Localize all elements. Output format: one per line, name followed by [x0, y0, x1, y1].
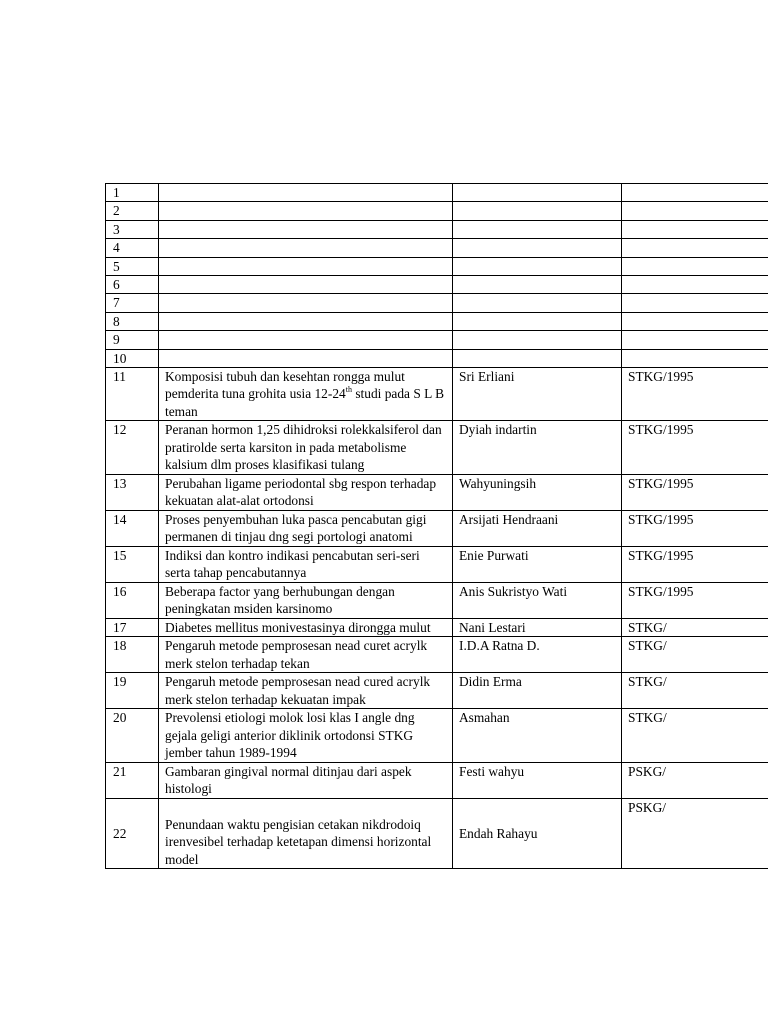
- author-cell: [453, 331, 622, 349]
- table-row: [106, 184, 768, 202]
- row-number: 3: [106, 220, 159, 238]
- code-cell: STKG/: [622, 709, 768, 763]
- author-cell: Wahyuningsih: [453, 474, 622, 510]
- code-cell: PSKG/: [622, 762, 768, 798]
- row-number: 6: [106, 275, 159, 293]
- title-text: Komposisi tubuh dan kesehtan rongga mulut pemderita tuna grohita usia 12-24: [165, 368, 405, 402]
- table-row: [106, 510, 768, 546]
- table-row: [106, 239, 768, 257]
- title-cell: [159, 331, 453, 349]
- table-row: [106, 546, 768, 582]
- title-cell: [159, 184, 453, 202]
- title-cell: Diabetes mellitus monivestasinya dirongga mulut: [159, 618, 453, 637]
- code-cell: STKG/1995: [622, 474, 768, 510]
- row-number: 14: [106, 510, 159, 546]
- code-cell: STKG/: [622, 637, 768, 673]
- title-cell: Indiksi dan kontro indikasi pencabutan seri-seri serta tahap pencabutannya: [159, 546, 453, 582]
- title-cell: Proses penyembuhan luka pasca pencabutan gigi permanen di tinjau dng segi portologi anatomi: [159, 510, 453, 546]
- author-cell: I.D.A Ratna D.: [453, 637, 622, 673]
- code-cell: [622, 294, 768, 312]
- author-cell: [453, 294, 622, 312]
- author-cell: [453, 220, 622, 238]
- title-cell: Pengaruh metode pemprosesan nead curet acrylk merk stelon terhadap tekan: [159, 637, 453, 673]
- author-cell: Festi wahyu: [453, 762, 622, 798]
- author-cell: [453, 275, 622, 293]
- row-number: 9: [106, 331, 159, 349]
- title-cell: [159, 798, 453, 869]
- row-number: 10: [106, 349, 159, 367]
- author-cell: [453, 239, 622, 257]
- title-cell: [159, 294, 453, 312]
- code-cell: [622, 220, 768, 238]
- table-row: [106, 331, 768, 349]
- title-text: Penundaan waktu pengisian cetakan nikdrodoiq irenvesibel terhadap ketetapan dimensi horizontal model: [165, 816, 432, 867]
- row-number: 5: [106, 257, 159, 275]
- row-number: 22: [106, 798, 159, 869]
- catalog-table: [105, 183, 768, 869]
- table-row: [106, 294, 768, 312]
- row-number: 7: [106, 294, 159, 312]
- title-cell: [159, 257, 453, 275]
- table-row: [106, 202, 768, 220]
- code-cell: [622, 239, 768, 257]
- author-cell: Enie Purwati: [453, 546, 622, 582]
- row-number: 16: [106, 582, 159, 618]
- table-row: [106, 637, 768, 673]
- table-row: [106, 582, 768, 618]
- row-number: 15: [106, 546, 159, 582]
- row-number: 17: [106, 618, 159, 637]
- row-number: 19: [106, 673, 159, 709]
- title-cell: [159, 202, 453, 220]
- row-number: 20: [106, 709, 159, 763]
- row-number: 13: [106, 474, 159, 510]
- table-row: [106, 257, 768, 275]
- code-cell: STKG/1995: [622, 510, 768, 546]
- author-cell: [453, 349, 622, 367]
- table-row: [106, 673, 768, 709]
- code-cell: [622, 184, 768, 202]
- code-cell: PSKG/: [622, 798, 768, 869]
- title-text-continued: studi pada S L B teman: [165, 386, 445, 419]
- author-cell: Arsijati Hendraani: [453, 510, 622, 546]
- row-number: 1: [106, 184, 159, 202]
- row-number: 11: [106, 367, 159, 421]
- author-cell: [453, 202, 622, 220]
- table-row: [106, 709, 768, 763]
- title-cell: Beberapa factor yang berhubungan dengan peningkatan msiden karsinomo: [159, 582, 453, 618]
- code-cell: STKG/1995: [622, 546, 768, 582]
- code-cell: STKG/1995: [622, 367, 768, 421]
- title-cell: Pengaruh metode pemprosesan nead cured acrylk merk stelon terhadap kekuatan impak: [159, 673, 453, 709]
- table-row: [106, 220, 768, 238]
- title-cell: Perubahan ligame periodontal sbg respon terhadap kekuatan alat-alat ortodonsi: [159, 474, 453, 510]
- title-cell: [159, 220, 453, 238]
- row-number: 21: [106, 762, 159, 798]
- code-cell: [622, 275, 768, 293]
- title-cell: [159, 367, 453, 421]
- author-cell: Sri Erliani: [453, 367, 622, 421]
- code-cell: STKG/1995: [622, 582, 768, 618]
- author-cell: Anis Sukristyo Wati: [453, 582, 622, 618]
- row-number: 12: [106, 421, 159, 475]
- title-cell: Prevolensi etiologi molok losi klas I angle dng gejala geligi anterior diklinik ortodonsi STKG jember tahun 1989-1994: [159, 709, 453, 763]
- row-number: 8: [106, 312, 159, 330]
- table-row: [106, 421, 768, 475]
- code-cell: [622, 349, 768, 367]
- author-cell: [453, 184, 622, 202]
- author-cell: [453, 312, 622, 330]
- author-cell: Dyiah indartin: [453, 421, 622, 475]
- table-row: [106, 312, 768, 330]
- author-cell: Didin Erma: [453, 673, 622, 709]
- title-cell: [159, 275, 453, 293]
- code-cell: STKG/: [622, 673, 768, 709]
- title-superscript: th: [345, 384, 352, 394]
- code-cell: [622, 331, 768, 349]
- code-cell: STKG/1995: [622, 421, 768, 475]
- title-cell: Gambaran gingival normal ditinjau dari aspek histologi: [159, 762, 453, 798]
- title-cell: Peranan hormon 1,25 dihidroksi rolekkalsiferol dan pratirolde serta karsiton in pada metabolisme kalsium dlm proses klasifikasi tulang: [159, 421, 453, 475]
- table-row: [106, 798, 768, 869]
- row-number: 18: [106, 637, 159, 673]
- table-row: [106, 349, 768, 367]
- code-cell: [622, 312, 768, 330]
- code-cell: [622, 202, 768, 220]
- table-row: [106, 367, 768, 421]
- row-number: 4: [106, 239, 159, 257]
- table-row: [106, 275, 768, 293]
- code-cell: STKG/: [622, 618, 768, 637]
- author-cell: Endah Rahayu: [453, 798, 622, 869]
- row-number: 2: [106, 202, 159, 220]
- title-cell: [159, 312, 453, 330]
- author-cell: [453, 257, 622, 275]
- table-row: [106, 474, 768, 510]
- code-cell: [622, 257, 768, 275]
- table-row: [106, 762, 768, 798]
- author-cell: Asmahan: [453, 709, 622, 763]
- table-row: [106, 618, 768, 637]
- author-cell: Nani Lestari: [453, 618, 622, 637]
- title-cell: [159, 239, 453, 257]
- title-cell: [159, 349, 453, 367]
